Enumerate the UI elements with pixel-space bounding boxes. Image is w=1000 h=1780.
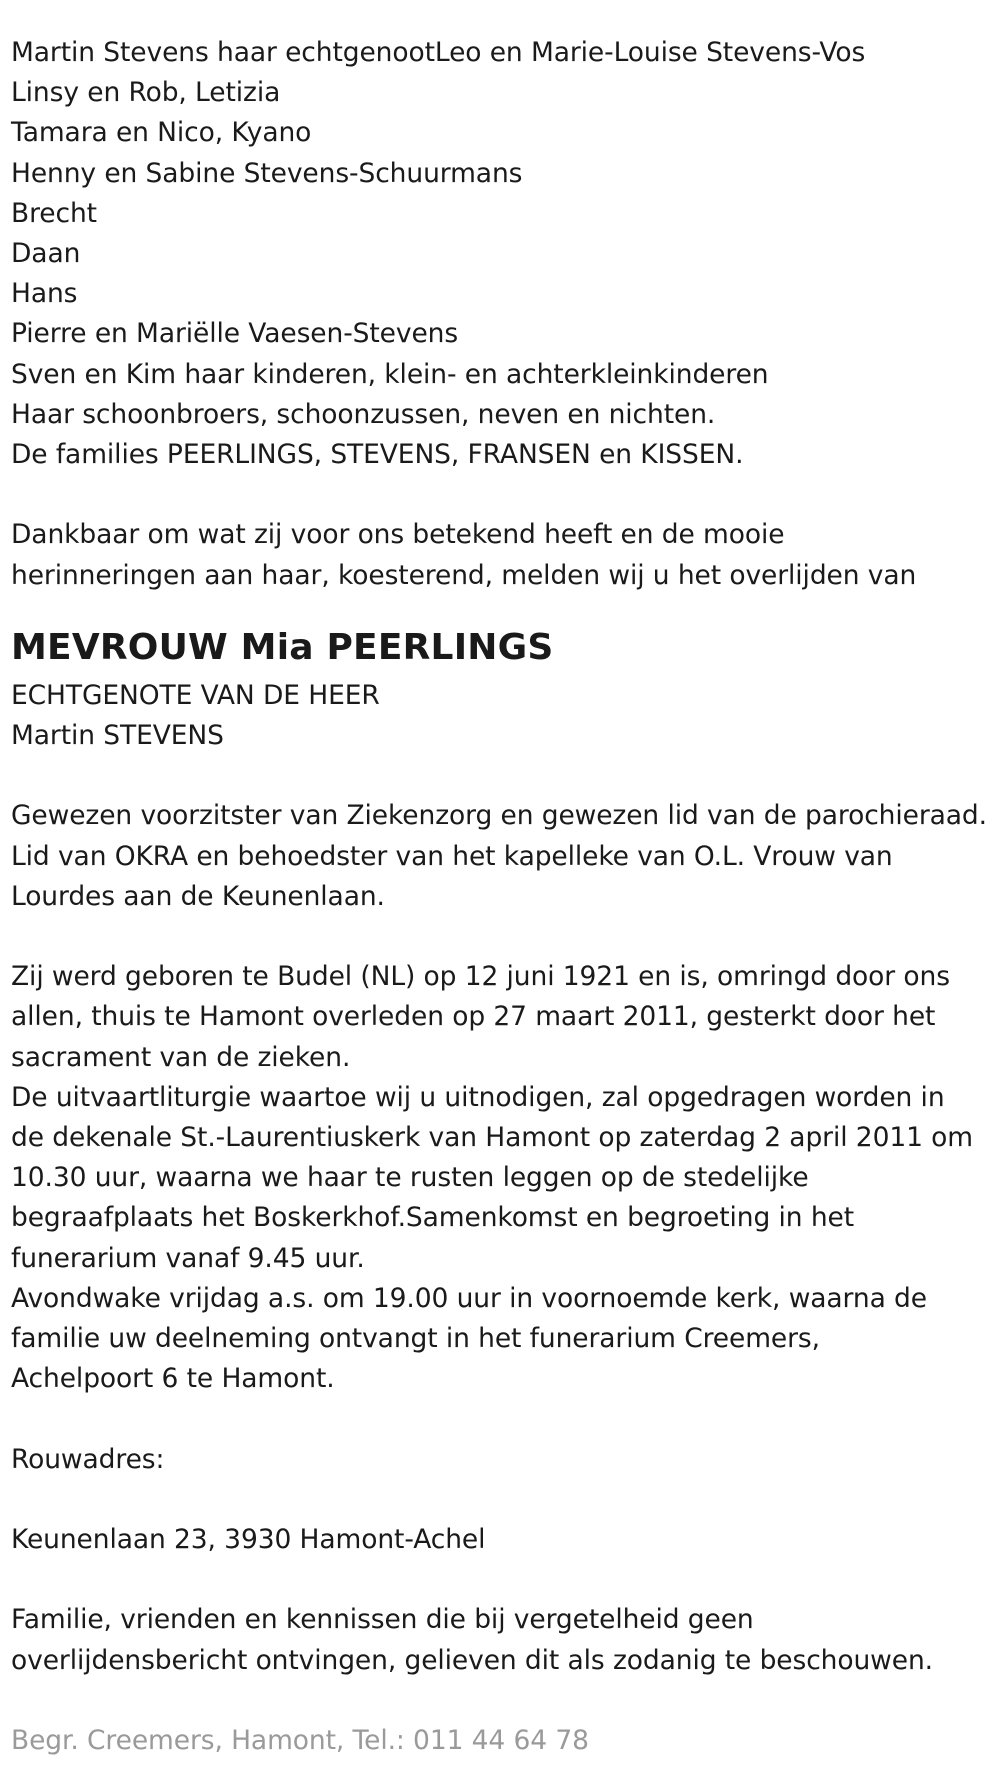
spacer: [11, 1681, 1000, 1721]
biography-line: Gewezen voorzitster van Ziekenzorg en gewezen lid van de parochieraad.: [11, 800, 987, 832]
details-line: Avondwake vrijdag a.s. om 19.00 uur in voornoemde kerk, waarna de: [11, 1282, 927, 1314]
address-label: Rouwadres:: [11, 1443, 165, 1475]
family-line: Daan: [11, 238, 81, 270]
family-list: [11, 33, 1000, 475]
spacer: [11, 475, 1000, 515]
details-line: familie uw deelneming ontvangt in het funerarium Creemers,: [11, 1323, 820, 1355]
details-line: de dekenale St.-Laurentiuskerk van Hamont op zaterdag 2 april 2011 om: [11, 1122, 973, 1154]
spouse-name: Martin STEVENS: [11, 720, 224, 752]
family-line: Linsy en Rob, Letizia: [11, 77, 281, 109]
family-line: De families PEERLINGS, STEVENS, FRANSEN en KISSEN.: [11, 439, 744, 471]
spacer: [11, 917, 1000, 957]
deceased-name: MEVROUW Mia PEERLINGS: [11, 626, 554, 668]
details-line: De uitvaartliturgie waartoe wij u uitnodigen, zal opgedragen worden in: [11, 1081, 945, 1113]
biography-line: Lid van OKRA en behoedster van het kapelleke van O.L. Vrouw van: [11, 840, 893, 872]
notice-line: overlijdensbericht ontvingen, gelieven dit als zodanig te beschouwen.: [11, 1644, 933, 1676]
intro-line: Dankbaar om wat zij voor ons betekend heeft en de mooie: [11, 519, 785, 551]
address-value: Keunenlaan 23, 3930 Hamont-Achel: [11, 1524, 486, 1556]
biography-line: Lourdes aan de Keunenlaan.: [11, 880, 385, 912]
spacer: [11, 756, 1000, 796]
family-line: Hans: [11, 278, 78, 310]
deceased-block: [11, 620, 1000, 756]
spacer: [11, 1560, 1000, 1600]
funeral-home-footer: Begr. Creemers, Hamont, Tel.: 011 44 64 78: [11, 1725, 589, 1757]
details-line: allen, thuis te Hamont overleden op 27 maart 2011, gesterkt door het: [11, 1001, 936, 1033]
details-line: Zij werd geboren te Budel (NL) op 12 juni 1921 en is, omringd door ons: [11, 961, 950, 993]
family-line: Pierre en Mariëlle Vaesen-Stevens: [11, 318, 459, 350]
details-line: begraafplaats het Boskerkhof.Samenkomst en begroeting in het: [11, 1202, 855, 1234]
details-line: funerarium vanaf 9.45 uur.: [11, 1242, 365, 1274]
spacer: [11, 596, 1000, 622]
intro-line: herinneringen aan haar, koesterend, melden wij u het overlijden van: [11, 559, 917, 591]
biography-paragraph: [11, 796, 1000, 917]
family-line: Martin Stevens haar echtgenootLeo en Marie-Louise Stevens-Vos: [11, 37, 866, 68]
family-line: Brecht: [11, 197, 97, 229]
family-line: Sven en Kim haar kinderen, klein- en achterkleinkinderen: [11, 358, 769, 390]
family-line: Haar schoonbroers, schoonzussen, neven en nichten.: [11, 398, 716, 430]
notice-paragraph: [11, 1600, 1000, 1680]
details-line: sacrament van de zieken.: [11, 1041, 351, 1073]
spacer: [11, 1399, 1000, 1439]
family-line: Tamara en Nico, Kyano: [11, 117, 312, 149]
family-line: Henny en Sabine Stevens-Schuurmans: [11, 157, 523, 189]
address-block: [11, 1440, 1000, 1561]
details-line: Achelpoort 6 te Hamont.: [11, 1363, 335, 1395]
deceased-relation: ECHTGENOTE VAN DE HEER: [11, 679, 380, 711]
notice-line: Familie, vrienden en kennissen die bij vergetelheid geen: [11, 1604, 754, 1636]
details-line: 10.30 uur, waarna we haar te rusten leggen op de stedelijke: [11, 1162, 809, 1194]
funeral-details: [11, 957, 1000, 1399]
intro-paragraph: [11, 515, 1000, 595]
spacer: [11, 1480, 1000, 1520]
